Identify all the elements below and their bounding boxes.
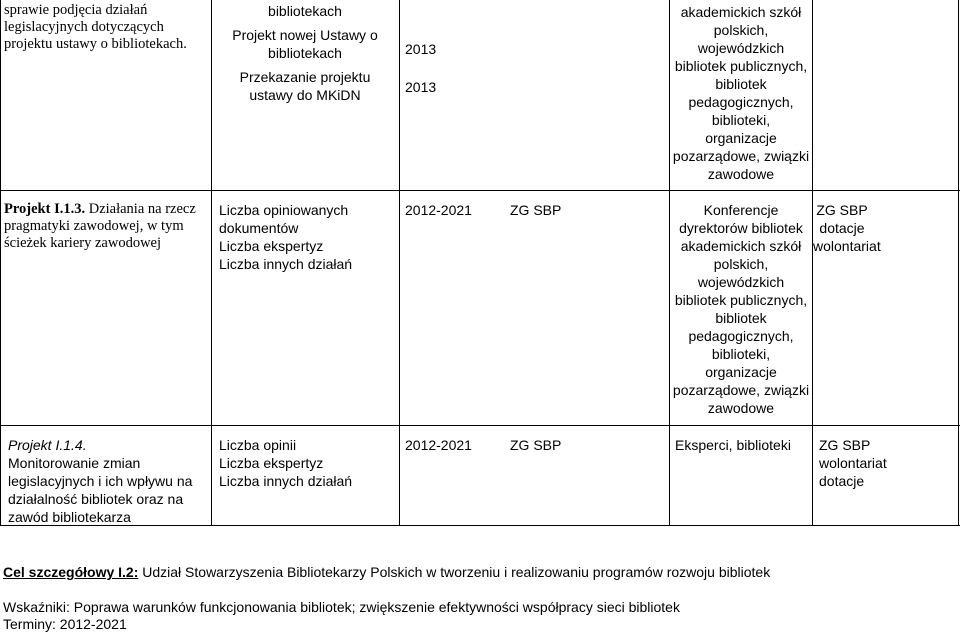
goal-label: Cel szczegółowy I.2: (3, 564, 139, 580)
task-cell (4, 2, 207, 53)
partner-line: bibliotek publicznych, (674, 58, 808, 74)
funding-line: wolontariat (819, 455, 887, 471)
indicators-text: Wskaźniki: Poprawa warunków funkcjonowania bibliotek; zwiększenie efektywności współpracy sieci bibliotek (3, 599, 680, 615)
task-line: działalność bibliotek oraz na (8, 491, 184, 507)
measure-line: Projekt nowej Ustawy o (232, 27, 378, 43)
task-line: ścieżek kariery zawodowej (4, 235, 162, 251)
term-value: 2012-2021 (405, 202, 472, 218)
measure-line: Liczba opiniowanych (219, 202, 349, 218)
partner-line: dyrektorów bibliotek (679, 220, 803, 236)
partner-line: biblioteki, (711, 112, 771, 128)
partner-line: organizacje (705, 364, 777, 380)
funding-line: dotacje (819, 220, 865, 236)
partners-cell (675, 436, 811, 454)
partner-line: pedagogicznych, (688, 328, 794, 344)
measure-line: Liczba ekspertyz (219, 455, 324, 471)
term-value: 2013 (405, 41, 437, 57)
partner-line: zawodowe (707, 166, 775, 182)
partners-cell (670, 201, 812, 417)
task-line: sprawie podjęcia działań (4, 2, 148, 18)
goal-text: Udział Stowarzyszenia Bibliotekarzy Polskich w tworzeniu i realizowaniu programów rozwoju bibliotek (138, 564, 771, 580)
task-line: zawód bibliotekarza (8, 509, 131, 525)
funding-cell (813, 201, 881, 255)
table-border-left (0, 0, 1, 526)
partner-line: akademickich szkół (680, 238, 802, 254)
term-cell (405, 201, 485, 219)
partner-line: organizacje (705, 130, 777, 146)
funding-line: ZG SBP (816, 202, 868, 218)
measures-cell (212, 2, 398, 104)
measure-line: ustawy do MKiDN (249, 87, 361, 103)
partner-line: pozarządowe, związki (672, 148, 810, 164)
partner-line: biblioteki, (711, 346, 771, 362)
funding-line: dotacje (819, 473, 865, 489)
measure-line: Liczba innych działań (219, 473, 353, 489)
task-line: legislacyjnych i ich wpływu na (8, 473, 193, 489)
task-line: pragmatyki zawodowej, w tym (4, 218, 184, 234)
measure-line: Liczba opinii (219, 437, 297, 453)
measures-cell (219, 436, 397, 490)
partner-line: bibliotek (715, 76, 767, 92)
partner-line: polskich, (713, 256, 769, 272)
funding-line: ZG SBP (819, 437, 871, 453)
measure-line: Liczba innych działań (219, 256, 353, 272)
measure-line: Przekazanie projektu (239, 69, 371, 85)
term-value: 2013 (405, 79, 437, 95)
partner-line: polskich, (713, 22, 769, 38)
term-cell (405, 436, 485, 454)
partner-line: Eksperci, biblioteki (675, 437, 791, 453)
task-line: Monitorowanie zmian (8, 455, 141, 471)
task-cell (4, 201, 207, 252)
measure-line: bibliotekach (268, 45, 342, 61)
project-title: Projekt I.1.4. (8, 437, 87, 453)
task-line: Działania na rzecz (88, 201, 196, 217)
term-cell (405, 40, 465, 96)
table-column-divider (812, 0, 813, 526)
partner-line: bibliotek publicznych, (674, 292, 808, 308)
measure-line: dokumentów (219, 220, 299, 236)
partner-line: pozarządowe, związki (672, 382, 810, 398)
funding-cell (819, 436, 919, 490)
table-border-right (958, 0, 959, 526)
terms-text: Terminy: 2012-2021 (3, 616, 127, 632)
task-line: projektu ustawy o bibliotekach. (4, 36, 187, 52)
responsible-value: ZG SBP (510, 437, 562, 453)
term-value: 2012-2021 (405, 437, 472, 453)
task-line: legislacyjnych dotyczących (4, 19, 164, 35)
partner-line: Konferencje (703, 202, 779, 218)
partner-line: bibliotek (715, 310, 767, 326)
partner-line: akademickich szkół (680, 4, 802, 20)
responsible-cell (510, 436, 590, 454)
table-row-divider (0, 190, 960, 191)
partner-line: zawodowe (707, 400, 775, 416)
table-row-divider (0, 425, 960, 426)
project-title: Projekt I.1.3. (4, 201, 86, 217)
measure-line: Liczba ekspertyz (219, 238, 324, 254)
partners-cell (670, 3, 812, 183)
funding-line: wolontariat (813, 238, 881, 254)
task-cell (8, 436, 208, 526)
goal-heading (3, 563, 770, 581)
measure-line: bibliotekach (268, 3, 342, 19)
partner-line: wojewódzkich (697, 274, 785, 290)
responsible-cell (510, 201, 590, 219)
table-column-divider (399, 0, 400, 526)
partner-line: pedagogicznych, (688, 94, 794, 110)
measures-cell (219, 201, 397, 273)
responsible-value: ZG SBP (510, 202, 562, 218)
partner-line: wojewódzkich (697, 40, 785, 56)
